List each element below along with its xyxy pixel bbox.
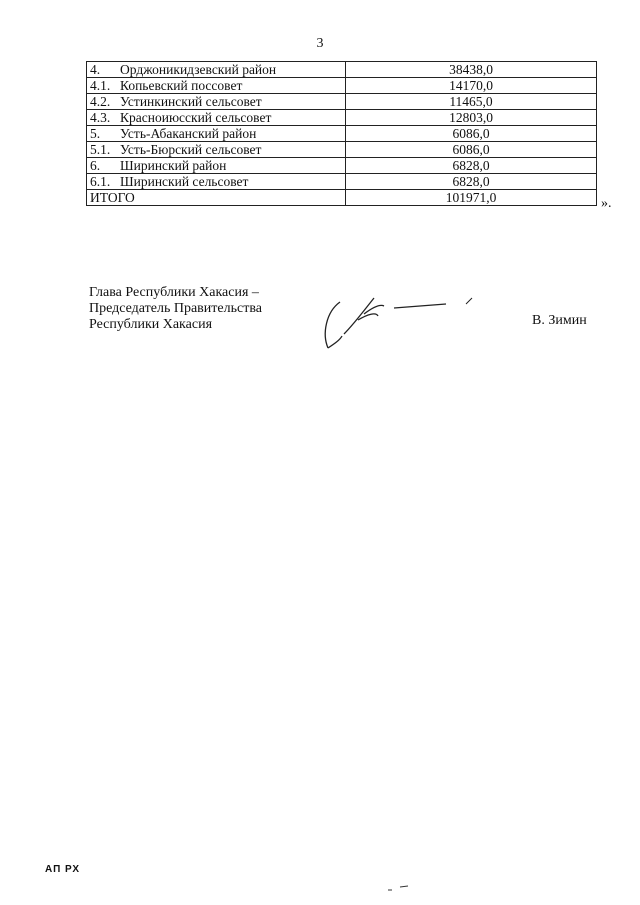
row-number: 6.1. <box>90 174 111 189</box>
footer-mark <box>386 883 416 893</box>
signatory-name: В. Зимин <box>532 313 587 328</box>
row-name-cell <box>87 94 346 110</box>
row-number: 4.1. <box>90 78 111 93</box>
row-name-cell <box>87 174 346 190</box>
row-name-cell <box>87 78 346 94</box>
total-value: 101971,0 <box>346 190 597 206</box>
total-row <box>87 190 597 206</box>
signature-title-line: Республики Хакасия <box>89 317 213 332</box>
row-value: 38438,0 <box>346 62 597 78</box>
closing-quote: ». <box>601 196 612 211</box>
table-body <box>87 62 597 206</box>
row-number: 6. <box>90 158 101 173</box>
total-label: ИТОГО <box>87 190 346 206</box>
page-number: 3 <box>316 36 324 51</box>
row-number: 4.2. <box>90 94 111 109</box>
row-name: Копьевский поссовет <box>120 78 243 93</box>
row-number: 4. <box>90 62 101 77</box>
row-name-cell <box>87 142 346 158</box>
row-name-cell <box>87 62 346 78</box>
row-name: Усть-Бюрский сельсовет <box>120 142 262 157</box>
row-number: 5.1. <box>90 142 111 157</box>
table-row <box>87 94 597 110</box>
row-value: 11465,0 <box>346 94 597 110</box>
handwritten-signature <box>318 290 488 360</box>
allocation-table <box>86 61 597 206</box>
row-number: 5. <box>90 126 101 141</box>
row-name: Усть-Абаканский район <box>120 126 257 141</box>
table-row <box>87 78 597 94</box>
row-name: Ширинский сельсовет <box>120 174 249 189</box>
row-name: Устинкинский сельсовет <box>120 94 262 109</box>
row-value: 14170,0 <box>346 78 597 94</box>
signature-title <box>89 285 262 333</box>
row-name-cell <box>87 110 346 126</box>
table-row <box>87 110 597 126</box>
row-value: 12803,0 <box>346 110 597 126</box>
row-name: Орджоникидзевский район <box>120 62 277 77</box>
row-value: 6086,0 <box>346 126 597 142</box>
table-row <box>87 174 597 190</box>
signature-title-line: Глава Республики Хакасия – <box>89 285 259 300</box>
row-name-cell <box>87 126 346 142</box>
row-name: Ширинский район <box>120 158 227 173</box>
table-row <box>87 62 597 78</box>
row-name: Красноиюсский сельсовет <box>120 110 272 125</box>
signature-title-line: Председатель Правительства <box>89 301 262 316</box>
archive-stamp: АП РХ <box>45 864 81 875</box>
row-number: 4.3. <box>90 110 111 125</box>
table-row <box>87 126 597 142</box>
table-row <box>87 158 597 174</box>
row-value: 6828,0 <box>346 174 597 190</box>
row-value: 6086,0 <box>346 142 597 158</box>
table-row <box>87 142 597 158</box>
row-name-cell <box>87 158 346 174</box>
row-value: 6828,0 <box>346 158 597 174</box>
